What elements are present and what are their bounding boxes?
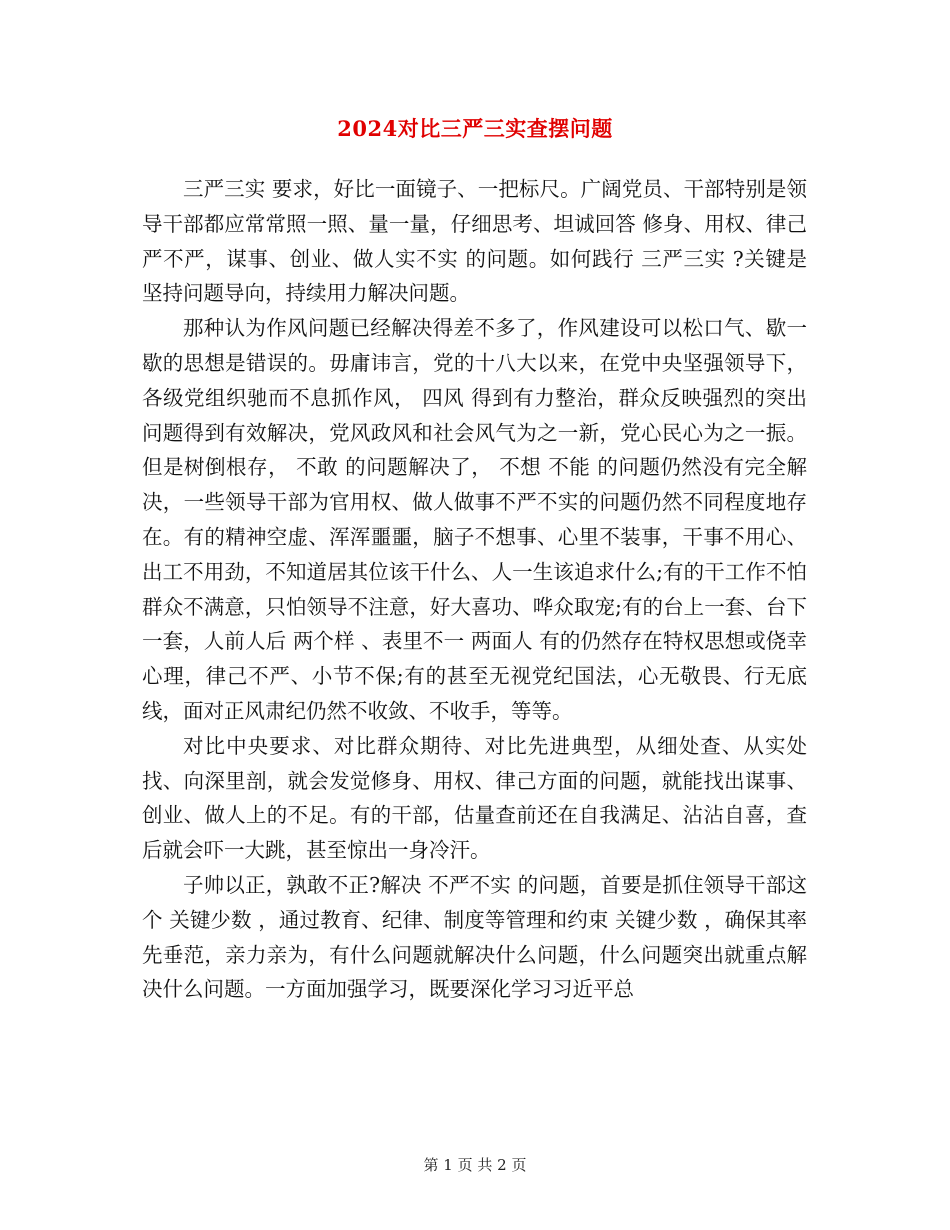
paragraph-1: 三严三实 要求，好比一面镜子、一把标尺。广阔党员、干部特别是领导干部都应常常照一照、量一量，仔细思考、坦诚回答 修身、用权、律己严不严，谋事、创业、做人实不实 的问题。如何践行 三严三实 ?关键是坚持问题导向，持续用力解决问题。 [142, 177, 807, 306]
document-title: 2024对比三严三实查摆问题 [337, 116, 613, 141]
paragraph-3: 对比中央要求、对比群众期待、对比先进典型，从细处查、从实处找、向深里剖，就会发觉修身、用权、律己方面的问题，就能找出谋事、创业、做人上的不足。有的干部，估量查前还在自我满足、沾沾自喜，查后就会吓一大跳，甚至惊出一身冷汗。 [142, 733, 807, 863]
paragraph-2: 那种认为作风问题已经解决得差不多了，作风建设可以松口气、歇一歇的思想是错误的。毋庸讳言，党的十八大以来，在党中央坚强领导下，各级党组织驰而不息抓作风， 四风 得到有力整治，群众反映强烈的突出问题得到有效解决，党风政风和社会风气为之一新，党心民心为之一振。但是树倒根存， 不敢 的问题解决了， 不想 不能 的问题仍然没有完全解决，一些领导干部为官用权、做人做事不严不实的问题仍然不同程度地存在。有的精神空虚、浑浑噩噩，脑子不想事、心里不装事，干事不用心、出工不用劲，不知道居其位该干什么、人一生该追求什么;有的干工作不怕群众不满意，只怕领导不注意，好大喜功、哗众取宠;有的台上一套、台下一套，人前人后 两个样 、表里不一 两面人 有的仍然存在特权思想或侥幸心理，律己不严、小节不保;有的甚至无视党纪国法，心无敬畏、行无底线，面对正风肃纪仍然不收敛、不收手，等等。 [142, 316, 807, 723]
page-number-footer: 第 1 页 共 2 页 [423, 1156, 527, 1174]
document-body [142, 172, 807, 1007]
paragraph-4: 子帅以正，孰敢不正?解决 不严不实 的问题，首要是抓住领导干部这个 关键少数 ，通过教育、纪律、制度等管理和约束 关键少数 ，确保其率先垂范，亲力亲为，有什么问题就解决什么问题，什么问题突出就重点解决什么问题。一方面加强学习，既要深化学习习近平总 [142, 872, 807, 1002]
